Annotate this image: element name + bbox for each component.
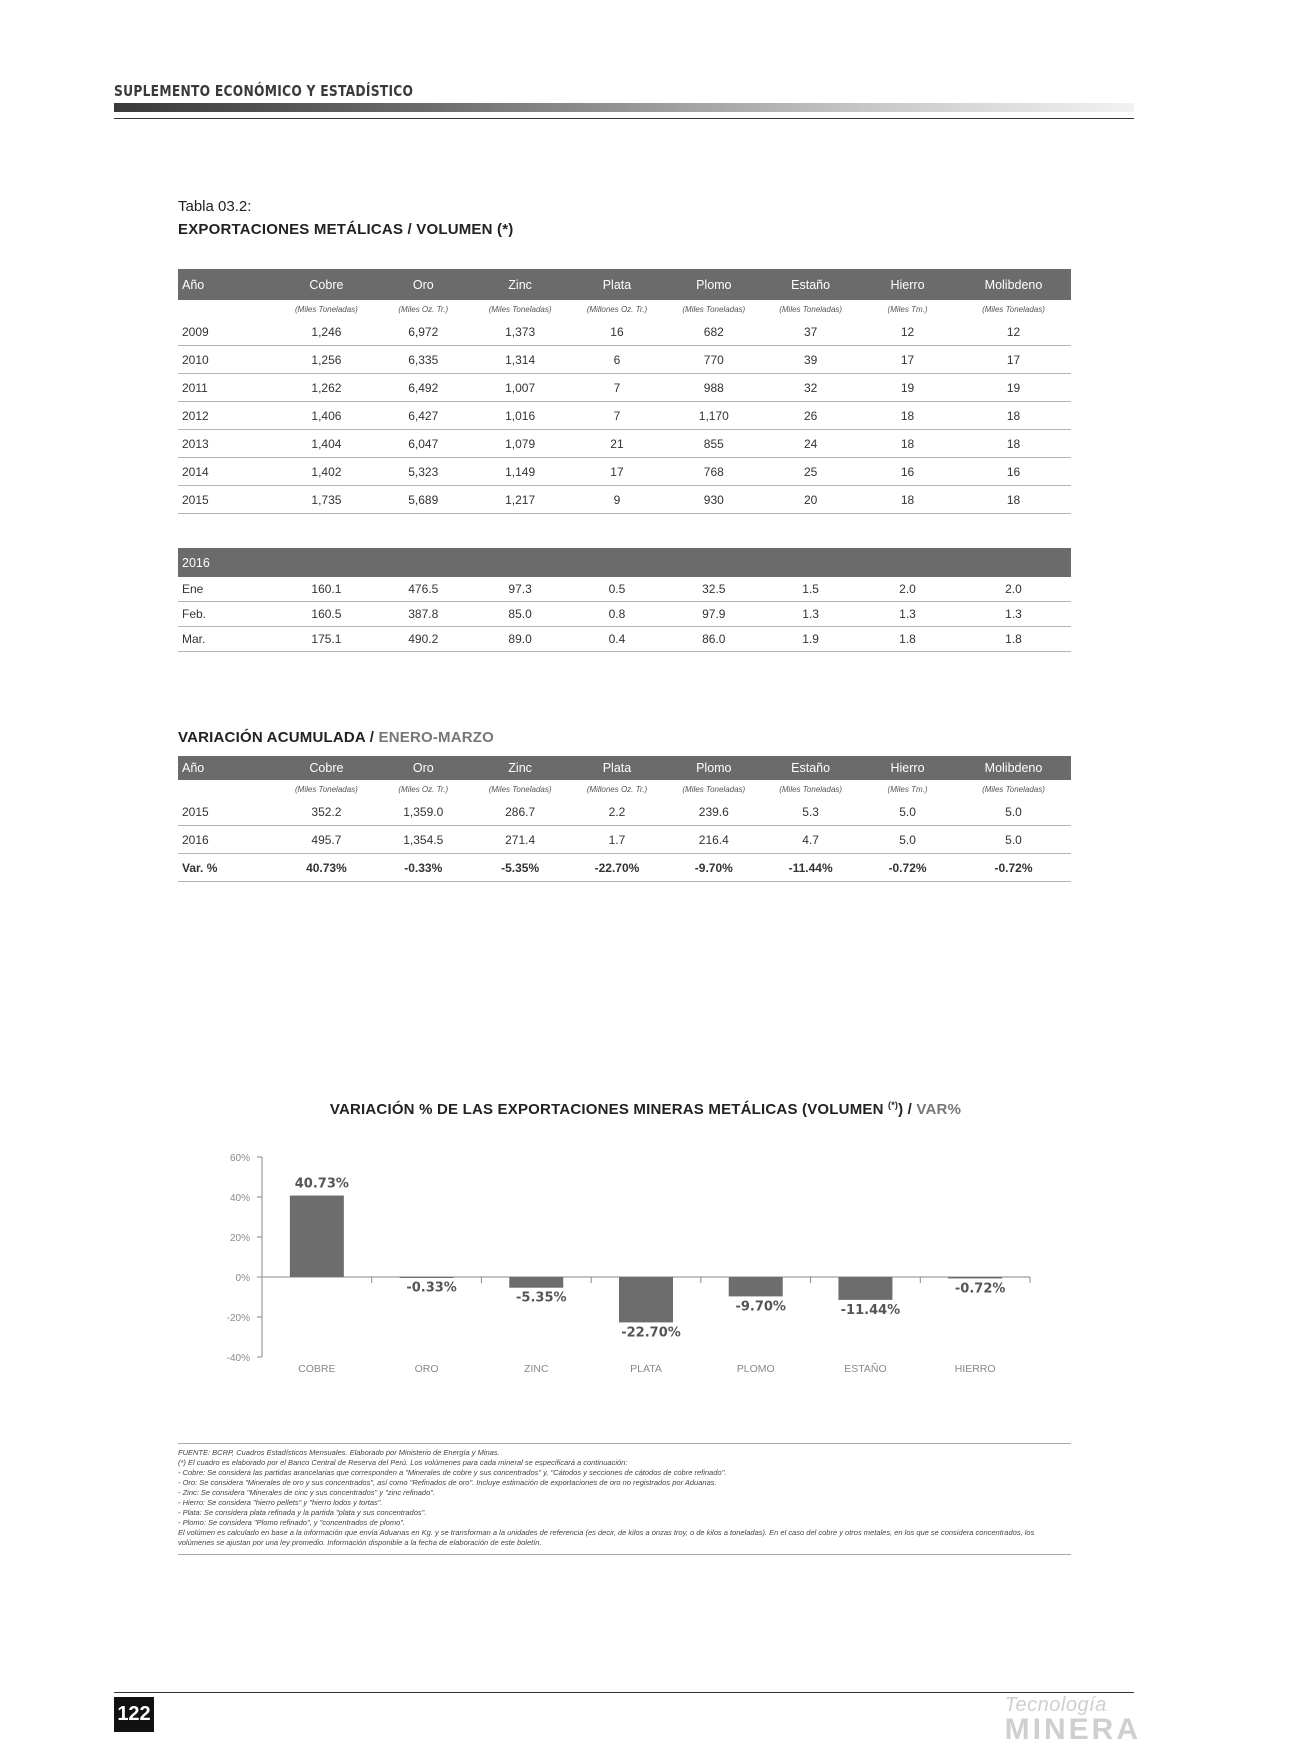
- chart-title-sup: (*): [888, 1100, 899, 1110]
- table-cell: 19: [859, 374, 956, 402]
- table-cell: 18: [859, 430, 956, 458]
- column-header: Estaño: [762, 269, 859, 300]
- note-line: - Oro: Se considera "Minerales de oro y sus concentrados", así como "Refinados de oro". Incluye estimación de exportaciones de oro no registrados por Aduanas.: [178, 1478, 717, 1487]
- chart-title-main: VARIACIÓN % DE LAS EXPORTACIONES MINERAS METÁLICAS (VOLUMEN: [329, 1101, 888, 1118]
- table-cell: 768: [665, 458, 762, 486]
- data-label: -9.70%: [735, 1299, 786, 1315]
- unit-label: (Miles Toneladas): [982, 304, 1045, 314]
- column-header: Año: [178, 756, 278, 780]
- row-label: Ene: [178, 577, 278, 602]
- table-cell: 770: [665, 346, 762, 374]
- table-cell: 286.7: [472, 798, 569, 826]
- unit-label: (Miles Tm.): [887, 784, 928, 794]
- table-cell: 16: [859, 458, 956, 486]
- table-cell: 1,246: [278, 318, 375, 346]
- table-cell: 216.4: [665, 826, 762, 854]
- table-cell: 476.5: [375, 577, 472, 602]
- row-label: 2013: [178, 430, 278, 458]
- table-cell: 930: [665, 486, 762, 514]
- bar: [509, 1277, 563, 1288]
- table-cell: 1,149: [472, 458, 569, 486]
- note-line: FUENTE: BCRP, Cuadros Estadísticos Mensuales. Elaborado por Ministerio de Energía y Minas.: [178, 1448, 500, 1457]
- table-cell: 85.0: [472, 602, 569, 627]
- table-cell: 25: [762, 458, 859, 486]
- note-line: - Hierro: Se considera "hierro pellets" y "hierro lodos y tortas".: [178, 1498, 383, 1507]
- table-cell: 0.5: [569, 577, 666, 602]
- table-cell: 495.7: [278, 826, 375, 854]
- table-cell: 1,314: [472, 346, 569, 374]
- unit-label: (Miles Toneladas): [488, 304, 552, 314]
- bar: [948, 1277, 1002, 1278]
- category-label: PLOMO: [736, 1363, 775, 1375]
- column-header: Zinc: [472, 756, 569, 780]
- table-cell: 12: [956, 318, 1071, 346]
- table-cell: 18: [956, 402, 1071, 430]
- table-cell: 5.0: [859, 826, 956, 854]
- table-cell: 1,256: [278, 346, 375, 374]
- table-cell: 1.8: [859, 627, 956, 652]
- table-cell: 160.1: [278, 577, 375, 602]
- column-header: Zinc: [472, 269, 569, 300]
- table-cell: 1.8: [956, 627, 1071, 652]
- unit-label: (Miles Toneladas): [682, 304, 746, 314]
- table-cell: 682: [665, 318, 762, 346]
- table-cell: 490.2: [375, 627, 472, 652]
- table-cell: -0.72%: [956, 854, 1071, 882]
- table-cell: 1,402: [278, 458, 375, 486]
- category-label: ZINC: [524, 1363, 549, 1375]
- y-tick-label: -40%: [226, 1353, 250, 1364]
- table-cell: 6,972: [375, 318, 472, 346]
- table-cell: 239.6: [665, 798, 762, 826]
- table-cell: 7: [569, 402, 666, 430]
- column-header: Molibdeno: [956, 269, 1071, 300]
- note-line: El volúmen es calculado en base a la información que envía Aduanas en Kg. y se transforman a la unidades de referencia (es decir, de kilos a onzas troy, o de kilos a toneladas). En el caso del cobre y otros metales, en los que se considera concentrados, los volúmenes se ajustan por una ley promedio. Información disponible a la fecha de elaboración de este boletín.: [178, 1528, 1035, 1547]
- table-cell: 18: [956, 486, 1071, 514]
- table-cell: 1,404: [278, 430, 375, 458]
- table-cell: 17: [569, 458, 666, 486]
- bar: [619, 1277, 673, 1322]
- table-cell: 1,406: [278, 402, 375, 430]
- unit-label: (Millones Oz. Tr.): [586, 304, 648, 314]
- table-cell: -5.35%: [472, 854, 569, 882]
- table-cell: 97.3: [472, 577, 569, 602]
- table-cell: 271.4: [472, 826, 569, 854]
- table-cell: 1.3: [859, 602, 956, 627]
- table-cell: 86.0: [665, 627, 762, 652]
- row-label: 2010: [178, 346, 278, 374]
- category-label: COBRE: [298, 1363, 336, 1375]
- logo-line2: MINERA: [1004, 1713, 1141, 1746]
- source-notes: [178, 1443, 1071, 1555]
- table-cell: 1,170: [665, 402, 762, 430]
- note-line: - Cobre: Se considera las partidas arancelarias que corresponden a "Minerales de cobre y sus concentrados" y, "Cátodos y secciones de cátodos de cobre refinado".: [178, 1468, 727, 1477]
- row-label: 2009: [178, 318, 278, 346]
- table-cell: -0.33%: [375, 854, 472, 882]
- table-cell: 20: [762, 486, 859, 514]
- table-cell: 7: [569, 374, 666, 402]
- table-cell: 1,079: [472, 430, 569, 458]
- table-cell: 2.0: [956, 577, 1071, 602]
- column-header: Molibdeno: [956, 756, 1071, 780]
- unit-label: (Miles Oz. Tr.): [398, 784, 449, 794]
- table-cell: 18: [956, 430, 1071, 458]
- table-cell: 5,323: [375, 458, 472, 486]
- table-cell: 2.0: [859, 577, 956, 602]
- note-line: - Plata: Se considera plata refinada y la partida "plata y sus concentrados".: [178, 1508, 427, 1517]
- column-header: Oro: [375, 269, 472, 300]
- table-cell: 9: [569, 486, 666, 514]
- bar: [400, 1277, 454, 1278]
- row-label: 2012: [178, 402, 278, 430]
- data-label: -22.70%: [621, 1325, 681, 1341]
- table-cell: 17: [859, 346, 956, 374]
- table-cell: 352.2: [278, 798, 375, 826]
- category-label: ORO: [414, 1363, 439, 1375]
- table-cell: 1,373: [472, 318, 569, 346]
- row-label: Var. %: [178, 854, 278, 882]
- table-cell: -9.70%: [665, 854, 762, 882]
- data-label: -11.44%: [840, 1302, 901, 1318]
- column-header: Plomo: [665, 756, 762, 780]
- y-tick-label: 40%: [229, 1193, 250, 1204]
- table-cell: 18: [859, 402, 956, 430]
- table-cell: 1,354.5: [375, 826, 472, 854]
- table-cell: 32: [762, 374, 859, 402]
- column-header: Oro: [375, 756, 472, 780]
- table-cell: 160.5: [278, 602, 375, 627]
- table-cell: 1.7: [569, 826, 666, 854]
- table-cell: 5.0: [859, 798, 956, 826]
- variation-title-main: VARIACIÓN ACUMULADA /: [178, 729, 379, 746]
- chart-title-close: ) /: [898, 1101, 917, 1118]
- table-cell: 21: [569, 430, 666, 458]
- unit-label: (Miles Toneladas): [982, 784, 1045, 794]
- unit-label: (Miles Toneladas): [488, 784, 552, 794]
- table-cell: 855: [665, 430, 762, 458]
- y-tick-label: -20%: [226, 1313, 250, 1324]
- variation-title-accent: ENERO-MARZO: [378, 729, 495, 746]
- table-cell: 1,016: [472, 402, 569, 430]
- footer-divider: [114, 1692, 1134, 1693]
- unit-label: (Millones Oz. Tr.): [586, 784, 648, 794]
- column-header: Plomo: [665, 269, 762, 300]
- row-label: 2014: [178, 458, 278, 486]
- column-header: Estaño: [762, 756, 859, 780]
- table-cell: -0.72%: [859, 854, 956, 882]
- table-cell: 4.7: [762, 826, 859, 854]
- column-header: Plata: [569, 756, 666, 780]
- table-cell: 5.3: [762, 798, 859, 826]
- table-cell: 0.4: [569, 627, 666, 652]
- table-cell: -11.44%: [762, 854, 859, 882]
- table-cell: 6,427: [375, 402, 472, 430]
- column-header: Año: [178, 269, 278, 300]
- category-label: HIERRO: [954, 1363, 996, 1375]
- note-line: (*) El cuadro es elaborado por el Banco Central de Reserva del Perú. Los volúmenes para cada mineral se especificará a continuación:: [178, 1458, 628, 1467]
- table-cell: 1.9: [762, 627, 859, 652]
- table-cell: 1,735: [278, 486, 375, 514]
- y-tick-label: 20%: [229, 1233, 250, 1244]
- row-label: 2015: [178, 486, 278, 514]
- table-cell: 12: [859, 318, 956, 346]
- table-cell: 26: [762, 402, 859, 430]
- table-cell: 988: [665, 374, 762, 402]
- table-cell: 6,047: [375, 430, 472, 458]
- unit-label: (Miles Tm.): [887, 304, 928, 314]
- table-cell: 1.3: [762, 602, 859, 627]
- table-cell: 1.3: [956, 602, 1071, 627]
- column-header: Cobre: [278, 269, 375, 300]
- table-cell: 1.5: [762, 577, 859, 602]
- unit-label: (Miles Toneladas): [779, 304, 843, 314]
- row-label: 2015: [178, 798, 278, 826]
- table-cell: 89.0: [472, 627, 569, 652]
- table-cell: 6: [569, 346, 666, 374]
- table-cell: 6,492: [375, 374, 472, 402]
- data-label: -5.35%: [516, 1290, 567, 1306]
- row-label: 2016: [178, 826, 278, 854]
- table-cell: 6,335: [375, 346, 472, 374]
- page-number: 122: [114, 1697, 154, 1732]
- table-cell: 1,262: [278, 374, 375, 402]
- bar: [729, 1277, 783, 1296]
- y-tick-label: 0%: [235, 1273, 250, 1284]
- chart-title-accent: VAR%: [916, 1101, 962, 1118]
- table-title: EXPORTACIONES METÁLICAS / VOLUMEN (*): [178, 221, 514, 238]
- data-label: 40.73%: [294, 1176, 349, 1192]
- table-cell: -22.70%: [569, 854, 666, 882]
- row-label: 2011: [178, 374, 278, 402]
- table-cell: 19: [956, 374, 1071, 402]
- note-line: - Zinc: Se considera "Minerales de cinc y sus concentrados" y "zinc refinado".: [178, 1488, 436, 1497]
- table-cell: 17: [956, 346, 1071, 374]
- unit-label: (Miles Toneladas): [295, 304, 358, 314]
- unit-label: (Miles Oz. Tr.): [398, 304, 449, 314]
- header-title: SUPLEMENTO ECONÓMICO Y ESTADÍSTICO: [114, 82, 414, 100]
- table-cell: 39: [762, 346, 859, 374]
- category-label: PLATA: [630, 1363, 662, 1375]
- table-cell: 97.9: [665, 602, 762, 627]
- table-cell: 16: [569, 318, 666, 346]
- table-number: Tabla 03.2:: [178, 198, 252, 215]
- data-label: -0.33%: [406, 1280, 457, 1296]
- column-header: Plata: [569, 269, 666, 300]
- unit-label: (Miles Toneladas): [295, 784, 358, 794]
- table-cell: 40.73%: [278, 854, 375, 882]
- column-header: Cobre: [278, 756, 375, 780]
- bar: [838, 1277, 892, 1300]
- category-label: ESTAÑO: [844, 1363, 887, 1375]
- bar: [290, 1196, 344, 1277]
- logo-line1: Tecnología: [1004, 1694, 1107, 1716]
- y-tick-label: 60%: [229, 1153, 250, 1164]
- table-cell: 18: [859, 486, 956, 514]
- unit-label: (Miles Toneladas): [682, 784, 746, 794]
- table-cell: 1,007: [472, 374, 569, 402]
- table-cell: 2.2: [569, 798, 666, 826]
- column-header: Hierro: [859, 756, 956, 780]
- row-label: Feb.: [178, 602, 278, 627]
- table-cell: 1,217: [472, 486, 569, 514]
- table-cell: 387.8: [375, 602, 472, 627]
- table-cell: 37: [762, 318, 859, 346]
- year-2016-header: 2016: [178, 548, 1071, 577]
- table-cell: 5.0: [956, 798, 1071, 826]
- table-cell: 5,689: [375, 486, 472, 514]
- unit-label: (Miles Toneladas): [779, 784, 843, 794]
- table-cell: 5.0: [956, 826, 1071, 854]
- table-cell: 175.1: [278, 627, 375, 652]
- table-cell: 0.8: [569, 602, 666, 627]
- table-cell: 1,359.0: [375, 798, 472, 826]
- table-cell: 32.5: [665, 577, 762, 602]
- data-label: -0.72%: [954, 1281, 1006, 1297]
- publication-logo: [1005, 1695, 1141, 1745]
- row-label: Mar.: [178, 627, 278, 652]
- table-cell: 16: [956, 458, 1071, 486]
- table-cell: 24: [762, 430, 859, 458]
- column-header: Hierro: [859, 269, 956, 300]
- note-line: - Plomo: Se considera "Plomo refinado", y "concentrados de plomo".: [178, 1518, 406, 1527]
